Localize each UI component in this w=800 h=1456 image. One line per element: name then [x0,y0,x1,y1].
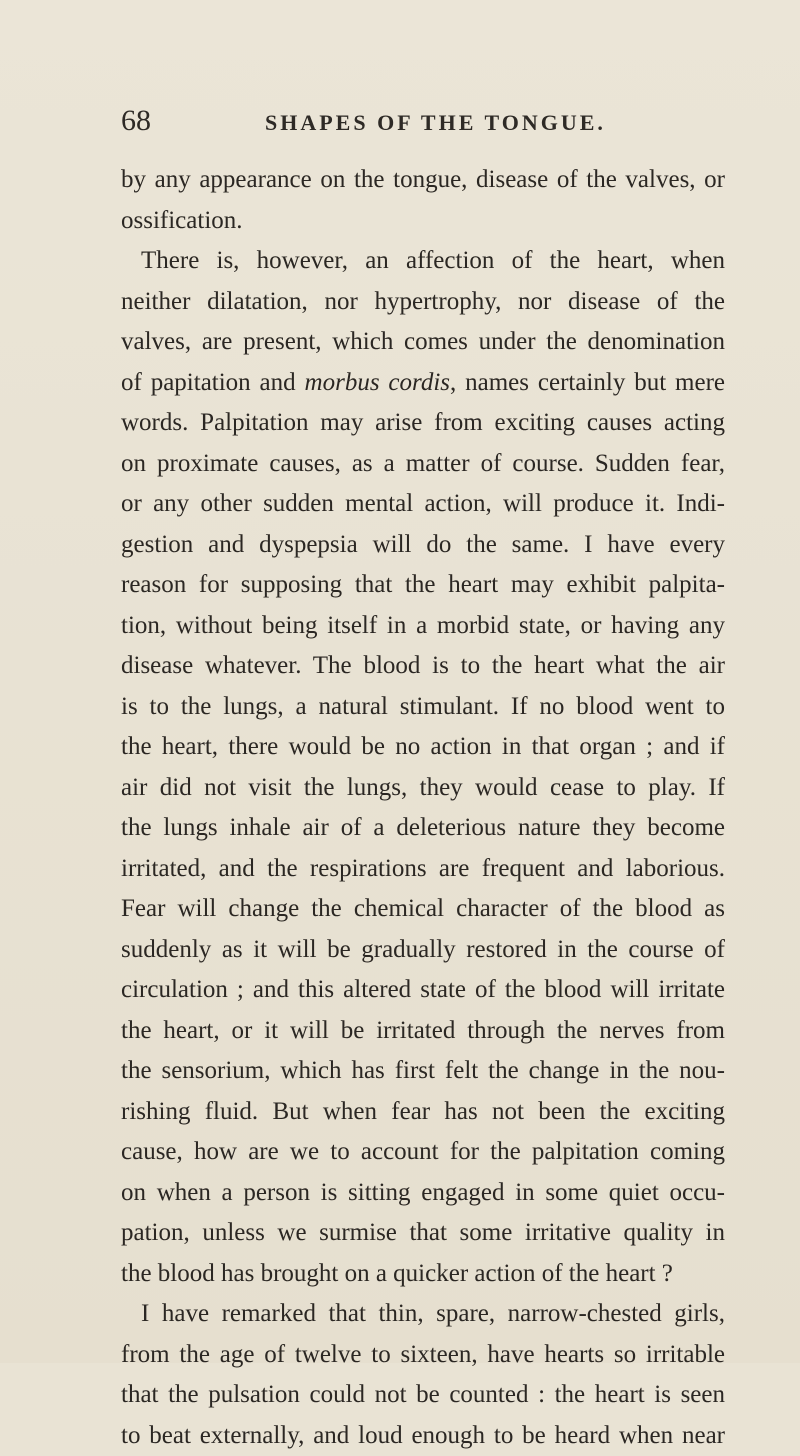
text-line: air did not visit the lungs, they would cease to play. If [121,768,725,809]
text-line: on proximate causes, as a matter of course. Sudden fear, [121,444,725,485]
running-head: SHAPES OF THE TONGUE. [265,110,606,136]
text-line: on when a person is sitting engaged in some quiet occu- [121,1173,725,1214]
text-line: suddenly as it will be gradually restored in the course of [121,930,725,971]
text-line: irritated, and the respirations are frequent and laborious. [121,849,725,890]
italic-term: morbus cordis [305,369,450,396]
text-line: ossification. [121,201,725,242]
text-line: is to the lungs, a natural stimulant. If no blood went to [121,687,725,728]
text-line: circulation ; and this altered state of the blood will irritate [121,970,725,1011]
text-line: reason for supposing that the heart may exhibit palpita- [121,565,725,606]
text-line: the blood has brought on a quicker action of the heart ? [121,1254,725,1295]
text-line: neither dilatation, nor hypertrophy, nor disease of the [121,282,725,323]
text-line: the heart, or it will be irritated through the nerves from [121,1011,725,1052]
text-line: disease whatever. The blood is to the heart what the air [121,646,725,687]
page-header [121,104,721,140]
text-line: valves, are present, which comes under the denomination [121,322,725,363]
text-line: of papitation and morbus cordis, names certainly but mere [121,363,725,404]
text-line: words. Palpitation may arise from exciting causes acting [121,403,725,444]
text-line: that the pulsation could not be counted : the heart is seen [121,1375,725,1416]
text-line: by any appearance on the tongue, disease of the valves, or [121,160,725,201]
paragraph-start-line: There is, however, an affection of the heart, when [121,241,725,282]
text-line: rishing fluid. But when fear has not been the exciting [121,1092,725,1133]
text-line: to beat externally, and loud enough to be heard when near [121,1416,725,1456]
body-text [121,160,725,1456]
page-number: 68 [121,104,151,138]
text-line: cause, how are we to account for the palpitation coming [121,1132,725,1173]
text-line: the lungs inhale air of a deleterious nature they become [121,808,725,849]
text-line: the heart, there would be no action in that organ ; and if [121,727,725,768]
text-line: tion, without being itself in a morbid state, or having any [121,606,725,647]
text-line: pation, unless we surmise that some irritative quality in [121,1213,725,1254]
text-line: or any other sudden mental action, will produce it. Indi- [121,484,725,525]
text-line: from the age of twelve to sixteen, have hearts so irritable [121,1335,725,1376]
paragraph-start-line: I have remarked that thin, spare, narrow-chested girls, [121,1294,725,1335]
text-line: gestion and dyspepsia will do the same. I have every [121,525,725,566]
text-line: Fear will change the chemical character of the blood as [121,889,725,930]
text-line: the sensorium, which has first felt the change in the nou- [121,1051,725,1092]
